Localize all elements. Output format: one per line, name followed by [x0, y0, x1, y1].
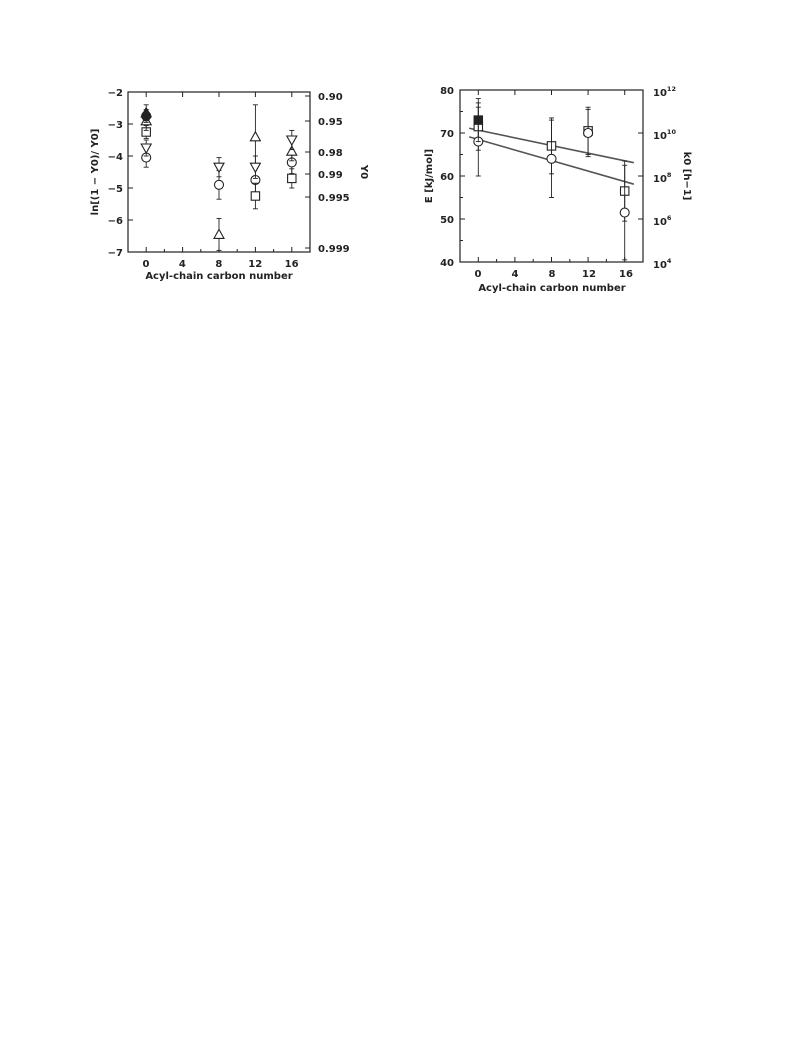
triangle-up-marker: [214, 229, 224, 238]
square-marker: [251, 192, 259, 200]
left-x-axis-label: Acyl-chain carbon number: [145, 271, 293, 282]
x-tick-label: 16: [284, 259, 299, 270]
circle-marker: [620, 208, 629, 217]
x-tick-label: 0: [474, 269, 482, 280]
left-data-marks: [141, 105, 297, 251]
y2-tick-label: $10^6$: [653, 214, 672, 228]
triangle-down-marker: [250, 163, 260, 172]
y-tick-label: 60: [440, 172, 454, 183]
x-tick-label: 8: [215, 259, 223, 270]
y-tick-label: −6: [107, 216, 123, 227]
square-marker: [288, 174, 296, 182]
x-tick-label: 8: [548, 269, 556, 280]
circle-marker: [547, 154, 556, 163]
y-tick-label: −7: [107, 248, 123, 259]
circle-marker: [215, 180, 224, 189]
y-tick-label: 40: [440, 258, 454, 269]
y2-tick-label: $10^{10}$: [653, 128, 676, 142]
left-y2-axis-label: Y0: [358, 164, 369, 180]
right-chart: [424, 85, 692, 294]
left-y-axis-label: ln[(1 − Y0)/ Y0]: [90, 128, 101, 216]
y-tick-label: −4: [107, 152, 123, 163]
x-tick-label: 4: [511, 269, 519, 280]
y-tick-label: −2: [107, 88, 123, 99]
right-data-marks: [469, 99, 634, 260]
y2-tick-label: 0.995: [318, 193, 350, 204]
right-x-axis-label: Acyl-chain carbon number: [478, 283, 626, 294]
y2-tick-label: 0.98: [318, 148, 343, 159]
y2-tick-label: 0.90: [318, 92, 343, 103]
y-tick-label: 80: [440, 86, 454, 97]
x-tick-label: 12: [248, 259, 263, 270]
y2-tick-label: 0.99: [318, 170, 343, 181]
triangle-down-marker: [141, 144, 151, 153]
right-y2-axis-label: k0 [h−1]: [681, 151, 692, 201]
y2-tick-label: $10^8$: [653, 171, 672, 185]
y2-tick-label: $10^{12}$: [653, 85, 676, 99]
x-tick-label: 12: [582, 269, 596, 280]
x-tick-label: 16: [619, 269, 633, 280]
left-chart: [90, 88, 369, 282]
y2-tick-label: 0.95: [318, 117, 343, 128]
y-tick-label: −3: [107, 120, 123, 131]
x-tick-label: 0: [142, 259, 150, 270]
circle-marker: [584, 129, 593, 138]
triangle-up-marker: [250, 132, 260, 141]
x-tick-label: 4: [178, 259, 186, 270]
triangle-down-marker: [287, 136, 297, 145]
filled-square-marker: [474, 116, 482, 124]
y2-tick-label: 0.999: [318, 244, 350, 255]
triangle-down-marker: [214, 163, 224, 172]
right-tick-labels: [440, 85, 676, 280]
right-y-axis-label: E [kJ/mol]: [424, 148, 435, 204]
y-tick-label: 70: [440, 129, 454, 140]
y2-tick-label: $10^4$: [653, 257, 672, 271]
y-tick-label: 50: [440, 215, 454, 226]
y-tick-label: −5: [107, 184, 123, 195]
filled-circle-marker: [142, 112, 151, 121]
